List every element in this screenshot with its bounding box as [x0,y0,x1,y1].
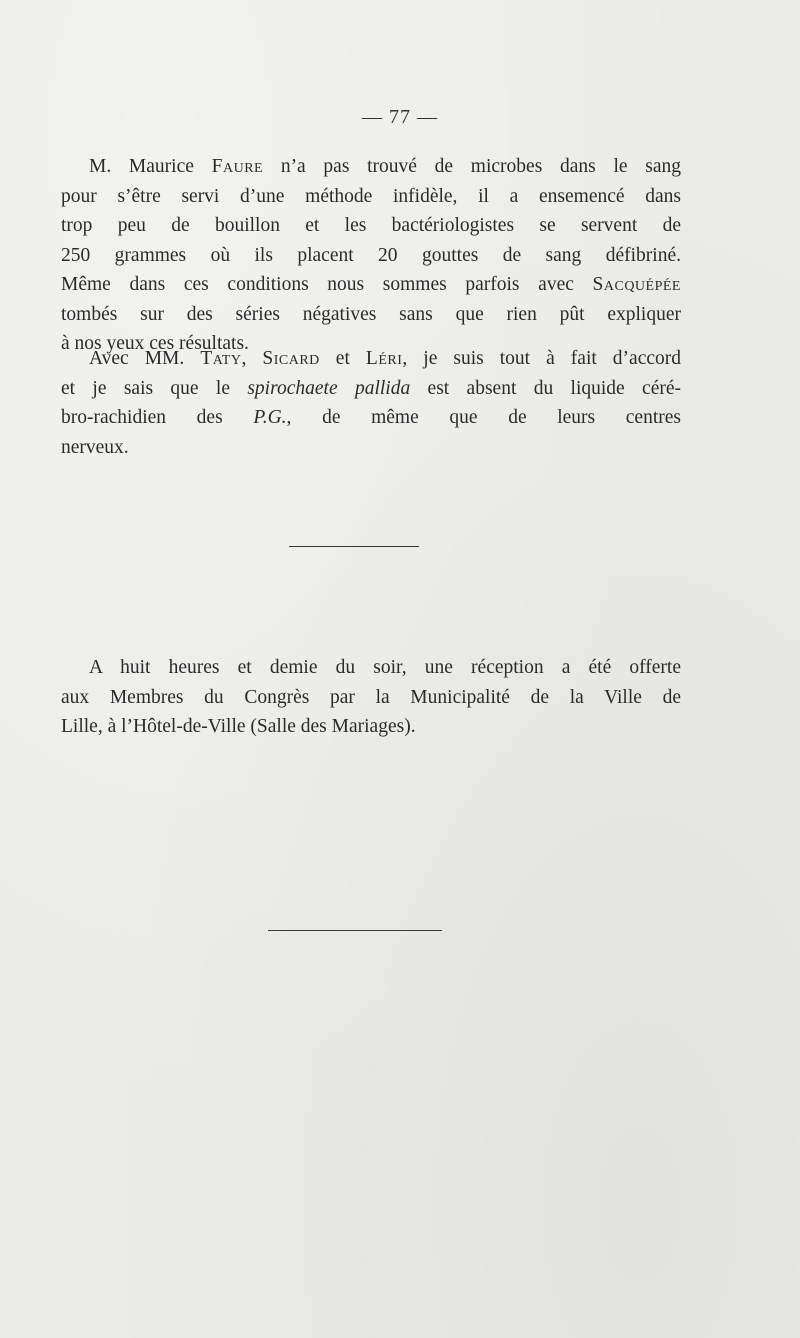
text-line [61,344,681,374]
text-run: , je suis tout à fait d’accord [402,348,682,369]
text-line: nerveux. [61,436,129,458]
author-name: Faure [211,156,264,177]
text-run: Avec MM. [89,348,201,369]
text-line [61,270,681,300]
text-run: bro-rachidien des [61,407,254,428]
text-run: , [241,348,263,369]
author-name: Sicard [262,348,320,369]
paragraph-taty-sicard-leri [61,344,681,462]
text-line: 250 grammes où ils placent 20 gouttes de sang défibriné. [61,244,681,266]
section-divider [289,546,419,547]
text-line [61,403,681,433]
text-run: Même dans ces conditions nous sommes parfois avec [61,274,593,295]
author-name: Taty [200,348,242,369]
text-run: M. Maurice [89,156,212,177]
paragraph-faure [61,152,681,359]
text-run: et je sais que le [61,377,248,399]
text-line [61,152,681,182]
text-line: tombés sur des séries négatives sans que rien pût expliquer [61,303,681,325]
text-line: pour s’être servi d’une méthode infidèle, il a ensemencé dans [61,185,681,207]
author-name: Léri [365,348,403,369]
paragraph-reception [61,653,681,742]
text-line: trop peu de bouillon et les bactériologistes se servent de [61,215,681,236]
italic-term: spirochaete pallida [247,377,411,399]
text-line: Lille, à l’Hôtel-de-Ville (Salle des Mariages). [61,716,416,737]
author-name: Sacquépée [592,274,681,295]
italic-term: P.G. [253,407,287,428]
text-run: est absent du liquide céré- [410,377,682,399]
text-line [61,374,681,404]
text-run: et [319,348,366,369]
page-number: — 77 — [362,106,438,128]
text-line: aux Membres du Congrès par la Municipalité de la Ville de [61,686,681,708]
text-run: , de même que de leurs centres [286,407,681,428]
text-line: A huit heures et demie du soir, une réception a été offerte [89,657,681,678]
text-line: à nos yeux ces résultats. [61,333,249,354]
text-run: n’a pas trouvé de microbes dans le sang [263,156,681,177]
section-divider [268,930,442,931]
